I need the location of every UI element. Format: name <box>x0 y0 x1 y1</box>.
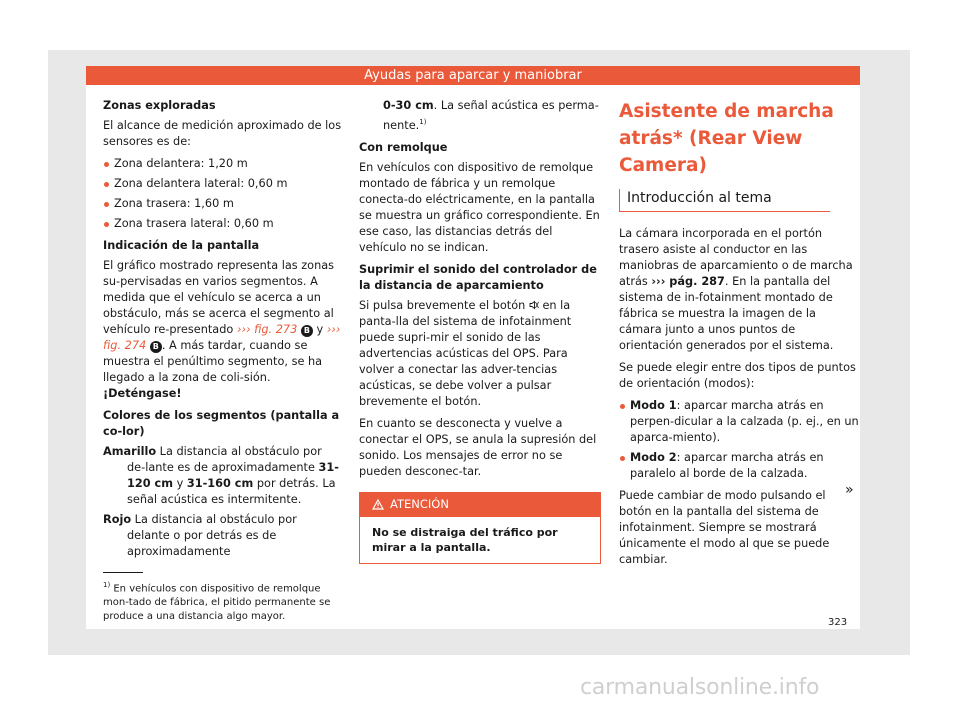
warning-title: ATENCIÓN <box>390 496 449 511</box>
paragraph-grafico <box>103 258 343 402</box>
footnote-divider <box>103 572 143 573</box>
text: Si pulsa brevemente el botón <box>359 298 529 312</box>
heading-indicacion: Indicación de la pantalla <box>103 239 260 252</box>
watermark: carmanualsonline.info <box>580 675 820 700</box>
warning-triangle-icon <box>372 495 384 517</box>
text: : aparcar marcha atrás en perpen-dicular a la calzada (p. ej., en un aparca-miento). <box>630 399 859 444</box>
paragraph-remolque: En vehículos con dispositivo de remolque montado de fábrica y un remolque conecta-do eléctricamente, en la pantalla se muestra un gráfico correspondiente. En ese caso, las distancias detrás del vehículo no se indican. <box>359 160 600 254</box>
mode-label: Modo 2 <box>630 451 677 464</box>
mute-speaker-icon <box>529 299 539 312</box>
subsection-title: Introducción al tema <box>619 189 830 212</box>
term-rojo <box>103 512 343 560</box>
page-link[interactable]: ››› pág. 287 <box>651 275 725 288</box>
heading-zonas: Zonas exploradas <box>103 99 216 112</box>
list-item: Zona delantera lateral: 0,60 m <box>103 176 343 192</box>
heading-colores: Colores de los segmentos (pantalla a co-lor) <box>103 409 340 438</box>
text: en la panta-lla del sistema de infotainment puede supri-mir el sonido de las advertencias acústicas del OPS. Para volver a conectar las adver-tencias acústicas, se debe volver a pulsar brevemente el botón. <box>359 298 572 408</box>
modes-list <box>619 398 861 482</box>
section-title: Asistente de marcha atrás* (Rear View Camera) <box>619 101 834 176</box>
column-middle <box>359 98 601 564</box>
text: La cámara incorporada en el portón trasero asiste al conductor en las maniobras de aparcamiento o de marcha atrás <box>619 227 853 288</box>
list-item: Zona trasera lateral: 0,60 m <box>103 216 343 232</box>
mode-label: Modo 1 <box>630 399 677 412</box>
paragraph-cambiar: Puede cambiar de modo pulsando el botón en la pantalla del sistema de infotainment. Siempre se mostrará únicamente el modo al que se puede cambiar. <box>619 489 830 566</box>
warning-text: ¡Deténgase! <box>103 387 182 400</box>
warning-header <box>360 493 600 517</box>
list-item <box>619 398 861 446</box>
warning-box <box>359 492 601 564</box>
value: 31-120 cm <box>127 461 339 490</box>
footnote-text: En vehículos con dispositivo de remolque mon-tado de fábrica, el pitido permanente se produce a una distancia algo mayor. <box>103 583 331 623</box>
continue-marker: » <box>845 482 854 498</box>
text: La distancia al obstáculo por delante o por detrás es de aproximadamente <box>127 513 297 558</box>
text: . La señal acústica es perma-nente. <box>383 99 599 132</box>
footnote-mark: 1) <box>103 581 111 589</box>
paragraph-alcance: El alcance de medición aproximado de los sensores es de: <box>103 119 342 148</box>
term-label: Amarillo <box>103 445 157 458</box>
text: y <box>172 477 187 490</box>
figure-link[interactable]: ››› fig. 274 <box>103 323 341 352</box>
term-label: Rojo <box>103 513 132 526</box>
column-right <box>619 98 861 574</box>
list-item <box>619 450 861 482</box>
section-header: Ayudas para aparcar y maniobrar <box>86 66 860 85</box>
zones-list <box>103 156 343 232</box>
figure-link[interactable]: ››› fig. 273 <box>236 323 298 336</box>
page-number: 323 <box>828 617 848 628</box>
paragraph-desconecta: En cuanto se desconecta y vuelve a conectar el OPS, se anula la supresión del sonido. Los mensajes de error no se pueden desconec-tar. <box>359 416 597 478</box>
paragraph-intro <box>619 226 861 354</box>
term-rojo-continued <box>359 98 601 134</box>
paragraph-suprimir <box>359 298 601 410</box>
text: El gráfico mostrado representa las zonas su-pervisadas en varios segmentos. A medida que el vehículo se acerca a un obstáculo, más se acerca el segmento al vehículo re-presentado <box>103 259 335 336</box>
list-item: Zona delantera: 1,20 m <box>103 156 343 172</box>
list-item: Zona trasera: 1,60 m <box>103 196 343 212</box>
footnote-ref: 1) <box>419 118 427 126</box>
heading-suprimir: Suprimir el sonido del controlador de la distancia de aparcamiento <box>359 262 597 292</box>
callout-b-icon: B <box>150 341 162 353</box>
value: 0-30 cm <box>383 99 434 112</box>
callout-b-icon: B <box>301 325 313 337</box>
heading-remolque: Con remolque <box>359 140 448 154</box>
text: La distancia al obstáculo por de-lante es de aproximadamente <box>127 445 322 474</box>
term-amarillo <box>103 444 343 508</box>
text: . En la pantalla del sistema de in-fotainment montado de fábrica se muestra la imagen de la cámara junto a unos puntos de orientación generados por el sistema. <box>619 275 834 352</box>
paragraph-modos: Se puede elegir entre dos tipos de puntos de orientación (modos): <box>619 361 856 390</box>
text: : aparcar marcha atrás en paralelo al borde de la calzada. <box>630 451 824 480</box>
text: . A más tardar, cuando se muestra el penúltimo segmento, se ha llegado a la zona de coli-sión. <box>103 339 323 384</box>
text: por detrás. La señal acústica es intermitente. <box>127 477 336 506</box>
column-left <box>103 98 343 564</box>
value: 31-160 cm <box>186 477 254 490</box>
text: y <box>312 323 327 336</box>
footnote <box>103 578 345 624</box>
warning-text: No se distraiga del tráfico por mirar a la pantalla. <box>372 525 558 554</box>
